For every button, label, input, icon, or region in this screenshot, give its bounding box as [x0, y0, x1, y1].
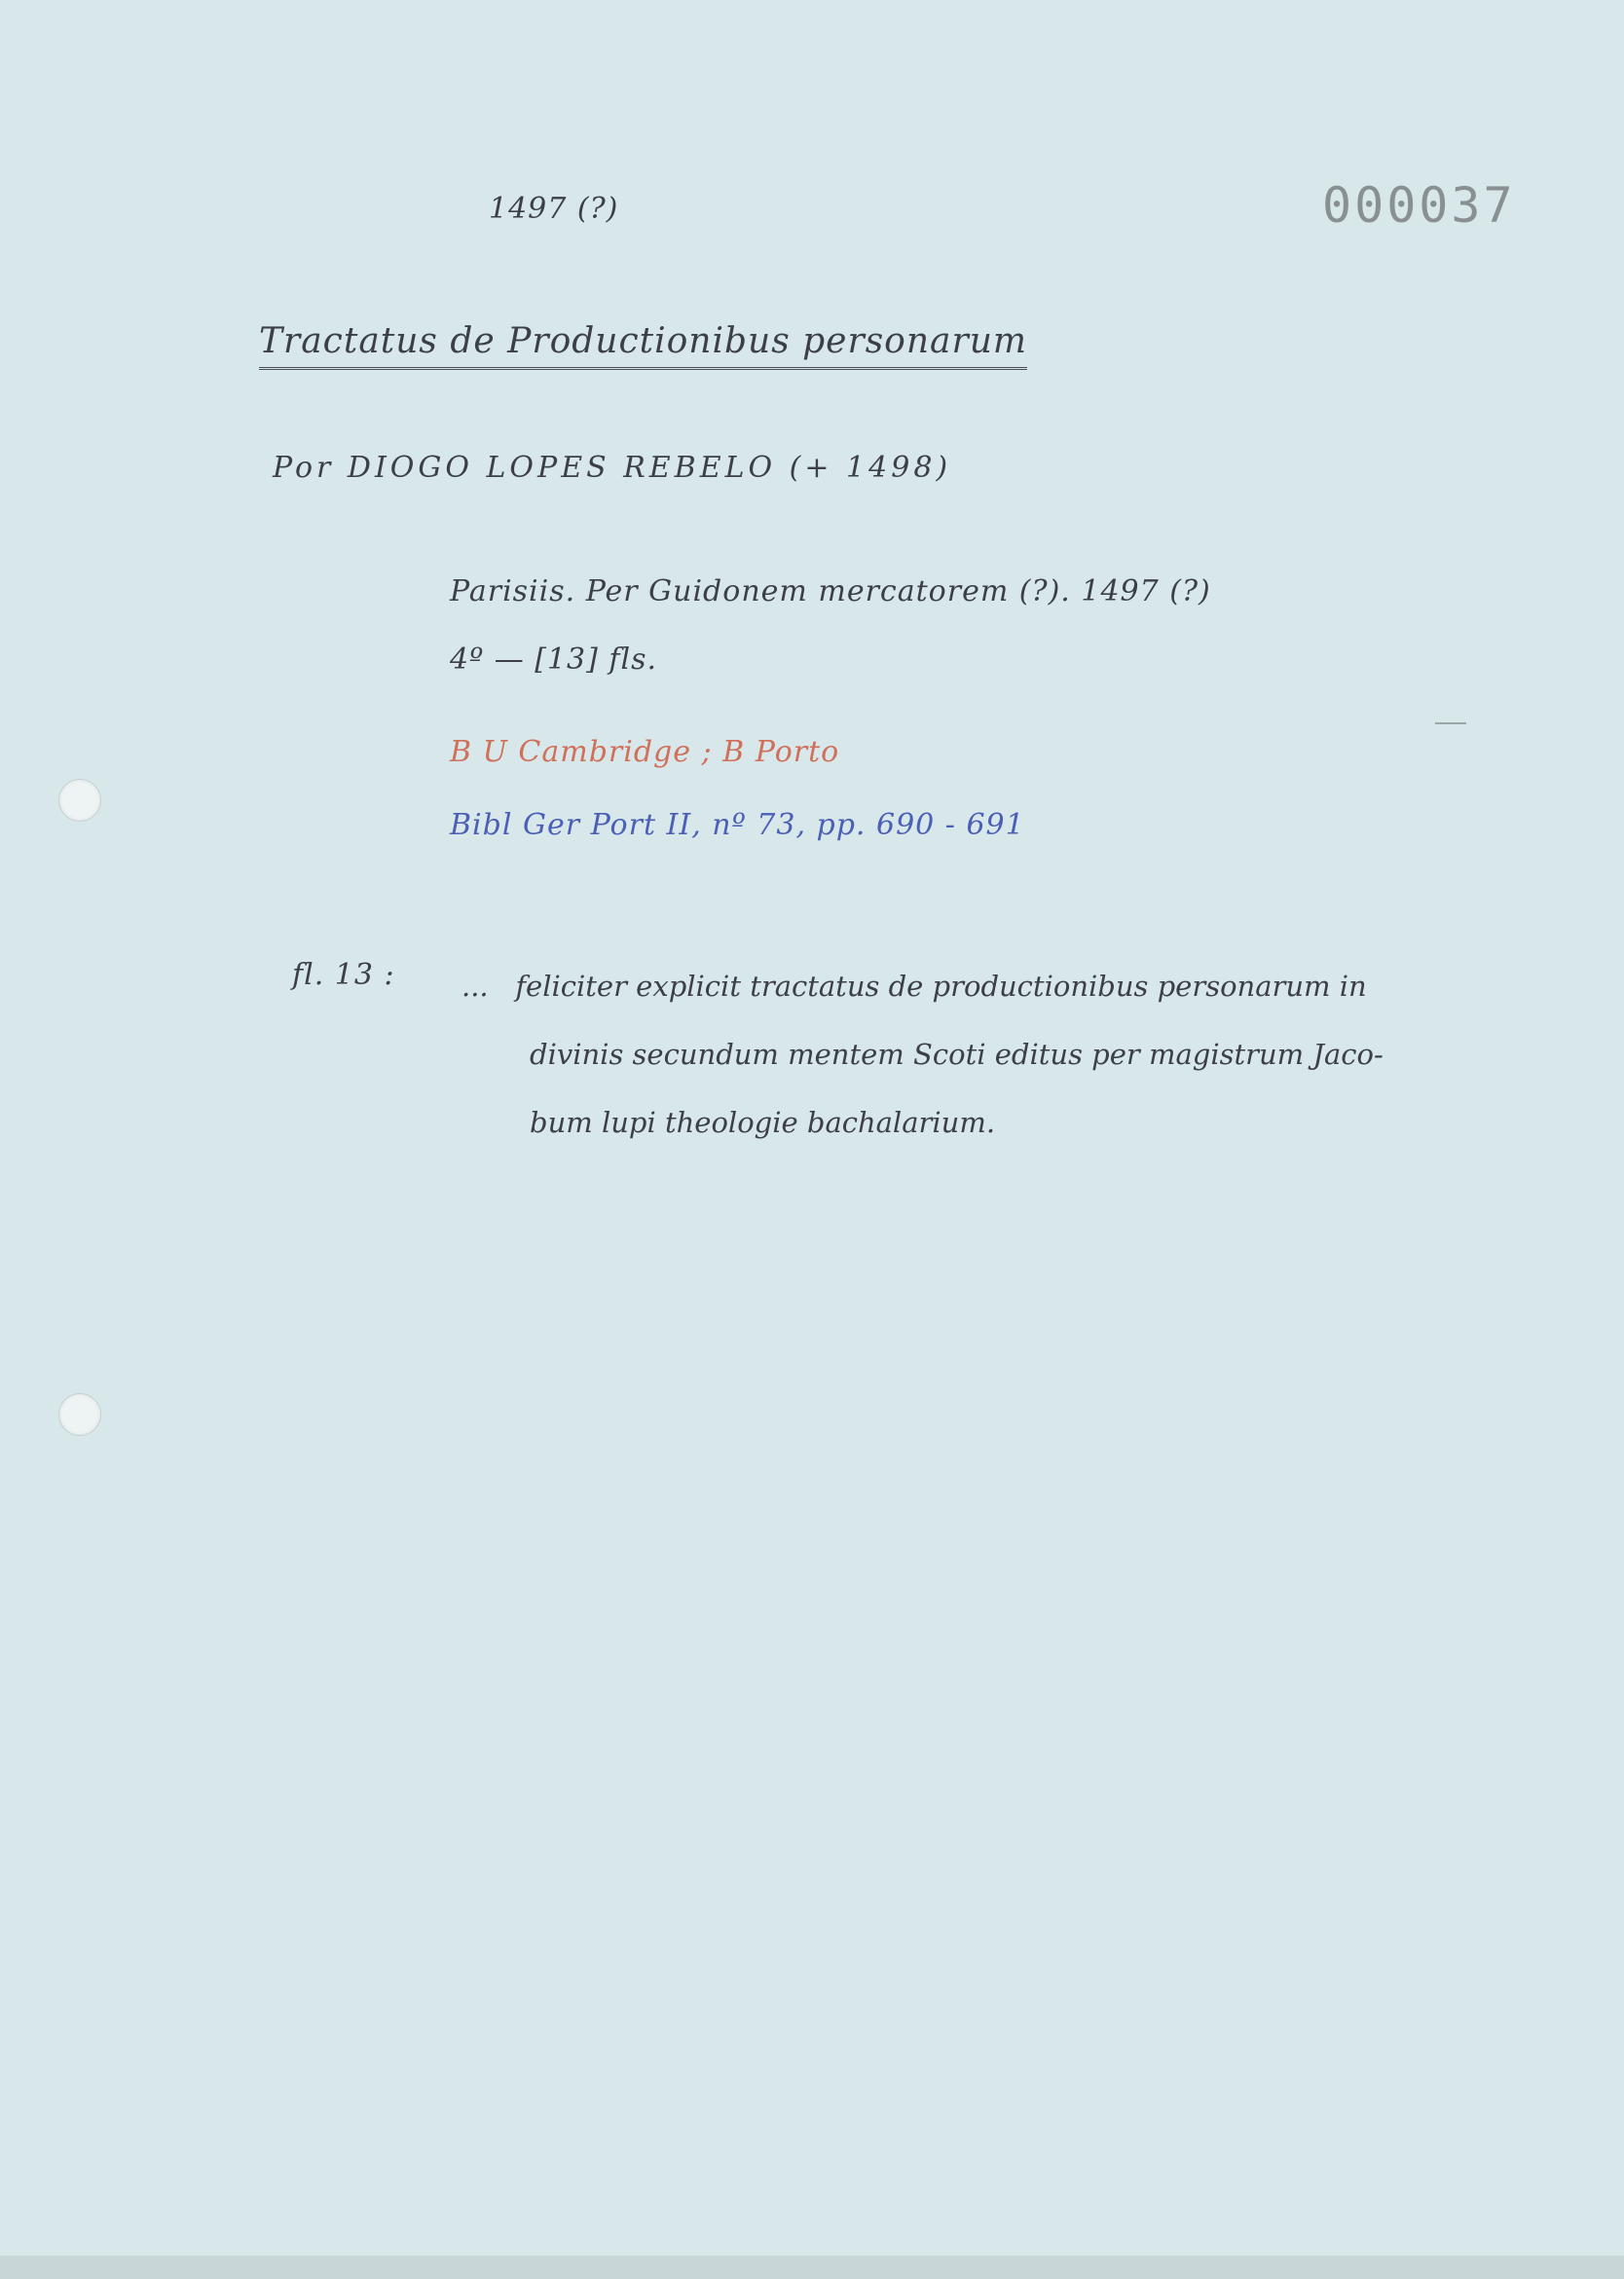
colophon-line-2: divinis secundum mentem Scoti editus per magistrum Jaco-	[530, 1038, 1384, 1071]
punch-hole-bottom	[58, 1393, 101, 1436]
author: Por DIOGO LOPES REBELO (+ 1498)	[273, 451, 952, 485]
colophon-line-3: bum lupi theologie bachalarium.	[530, 1106, 996, 1139]
leaf-label: fl. 13 :	[292, 958, 395, 992]
stamp-number: 000037	[1322, 177, 1516, 234]
format: 4º — [13] fls.	[450, 643, 658, 677]
bibliographic-reference: Bibl Ger Port II, nº 73, pp. 690 - 691	[450, 808, 1025, 842]
colophon-ellipsis: ...	[461, 970, 489, 1003]
colophon-line-1	[461, 952, 1474, 1020]
holdings: B U Cambridge ; B Porto	[450, 735, 840, 769]
punch-hole-top	[58, 779, 101, 822]
work-title: Tractatus de Productionibus personarum	[259, 321, 1027, 370]
imprint: Parisiis. Per Guidonem mercatorem (?). 1497 (?)	[450, 574, 1211, 608]
card-bottom-edge	[0, 2256, 1624, 2279]
colophon-text-1: feliciter explicit tractatus de productionibus personarum in	[515, 970, 1367, 1003]
year: 1497 (?)	[489, 192, 619, 226]
colophon	[461, 952, 1474, 1157]
pencil-mark	[1435, 722, 1466, 724]
